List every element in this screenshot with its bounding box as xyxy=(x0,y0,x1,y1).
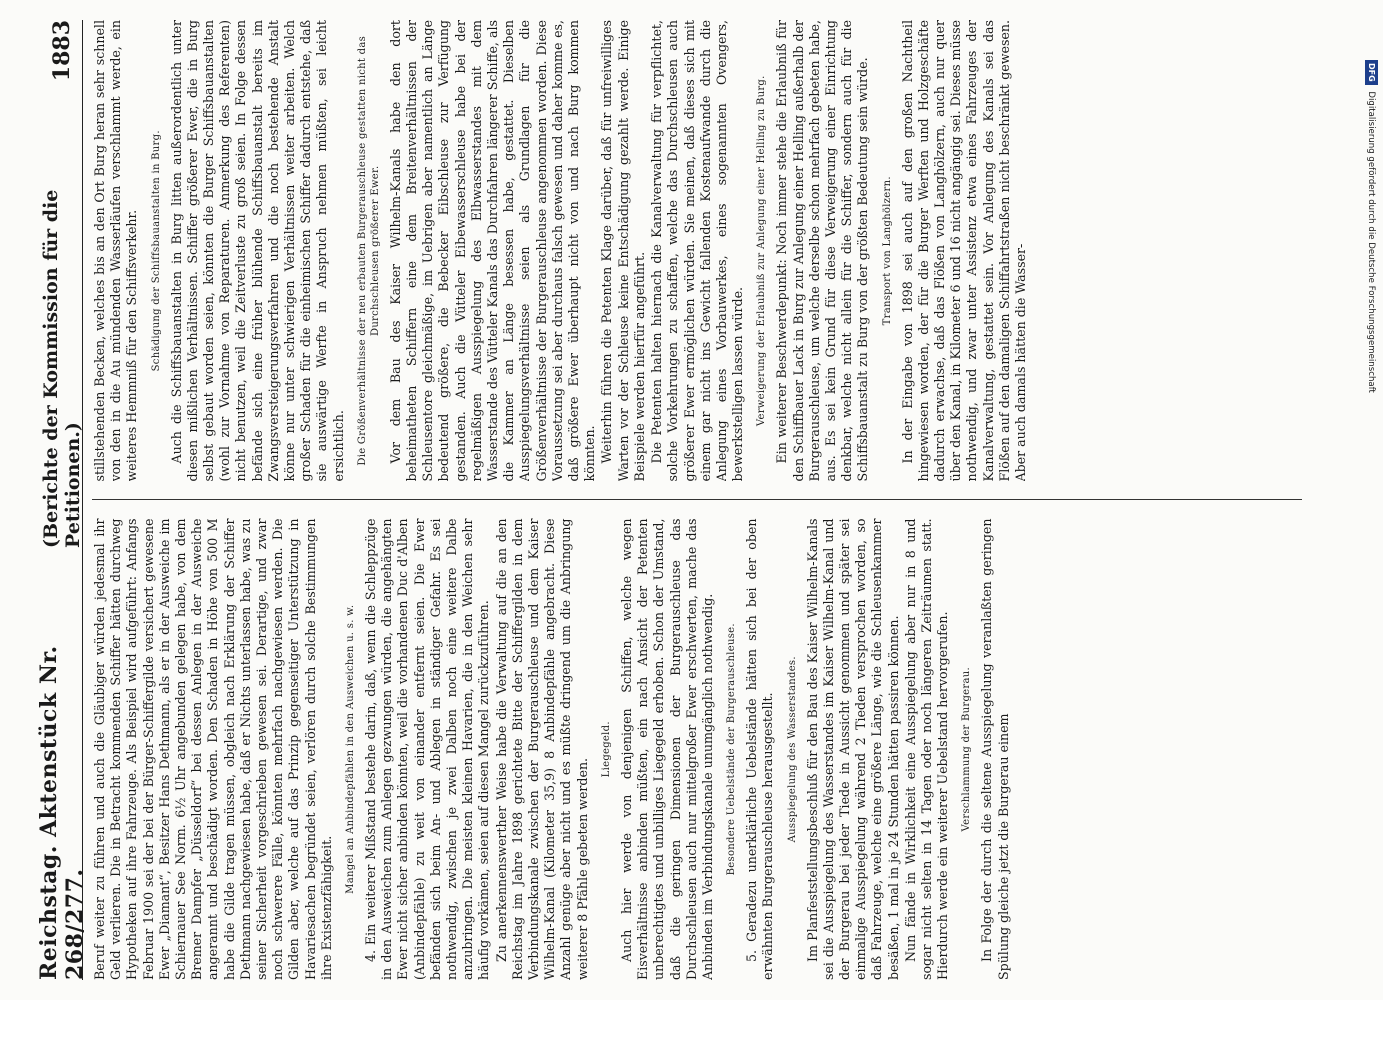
section-heading: Ausspiegelung des Wasserstandes. xyxy=(786,656,798,843)
dfg-logo: DFG xyxy=(1365,60,1378,85)
paragraph: Nun fände in Wirklichkeit eine Ausspiegelung aber nur in 8 und sogar nicht selten in 14 Tagen oder noch längeren Zeiträumen statt. Hierdurch werde ein weiterer Uebelstand hervorgerufen. xyxy=(902,518,951,980)
paragraph: Auch hier werde von denjenigen Schiffen, welche wegen Eisverhältnisse anbinden müßten, ein nach Ansicht der Petenten unberechtigtes und unbilliges Liegegeld erhoben. Schon der Umstand, daß die geringen Dimensionen der Burgerauschleuse das Durchschleusen auch nur mittelgroßer Ewer erschwerten, mache das Anbinden im Verbindungskanale unumgänglich nothwendig. xyxy=(618,518,715,980)
paragraph: Ein weiterer Beschwerdepunkt: Noch immer stehe die Erlaubniß für den Schiffbauer Lack in Burg zur Anlegung einer Helling außerhalb der Burgerauschleuse, um welche derselbe schon mehrfach gebeten habe, aus. Es sei kein Grund für diese Verweigerung einer Einrichtung denkbar, welche nicht allein für die Schiffer, sondern auch für die Schiffsbauanstalt zu Burg von der größten Bedeutung sein würde. xyxy=(774,20,871,482)
paragraph: Beruf weiter zu führen und auch die Gläubiger würden jedesmal ihr Geld verlieren. Die in Betracht kommenden Schiffer hätten durchweg Hypotheken auf ihre Fahrzeuge. Als Beispiel wird aufgeführt: Anfangs Februar 1900 sei der bei der Bürger-Schiffergilde versichert gewesene Ewer „Diamant“, Besitzer Hans Dethmann, als er in der Ausweiche im Schiernauer See Norm. 6½ Uhr angebunden gelegen habe, von dem Bremer Dampfer „Düsseldorf“ bei dessen Anlegen in der Ausweiche angerannt und beschädigt worden. Den Schaden in Höhe von 500 M habe die Gilde tragen müssen, obgleich nach Erklärung der Schiffer Dethmann nachgewiesen habe, daß er Nichts unterlassen habe, was zu seiner Sicherheit vorgeschrieben gewesen sei. Derartige, und zwar noch schwerere Fälle, könnten mehrfach nachgewiesen werden. Die Gilden aber, welche auf das Prinzip gegenseitiger Unterstützung in Havariesachen begründet seien, verlören durch solche Bestimmungen ihre Existenzfähigkeit. xyxy=(92,518,334,980)
page-number: 1883 xyxy=(49,20,75,82)
paragraph: In der Eingabe von 1898 sei auch auf den großen Nachtheil hingewiesen worden, der für die Burger Werften und Holzgeschäfte dadurch erwachse, daß das Flößen von Langhölzern, auch nur quer über den Kanal, in Kilometer 6 und 16 nicht angängig sei. Dieses müsse nothwendig, und zwar unter Assistenz etwa eines Fahrzeuges der Kanalverwaltung, gestattet sein. Vor Anlegung des Kanals sei das Flößen auf den damaligen Schiffahrtstraßen nicht beschränkt gewesen. Aber auch damals hätten die Wasser- xyxy=(899,20,1028,482)
column-divider xyxy=(92,500,1302,501)
section-heading: Die Größenverhältnisse der neu erbauten Burgerauschleuse gestatten nicht das Durchschleusen größerer Ewer. xyxy=(356,35,381,466)
text-columns xyxy=(92,20,1302,980)
paragraph: stillstehenden Becken, welches bis an den Ort Burg heran sehr schnell von den in die Au mündenden Wasserläufen verschlammt werde, ein weiteres Hemmniß für den Schiffsverkehr. xyxy=(92,20,140,482)
paragraph: Weiterhin führen die Petenten Klage darüber, daß für unfreiwilliges Warten vor der Schleuse keine Entschädigung gezahlt werde. Einige Beispiele werden hierfür angeführt. xyxy=(599,20,647,482)
rotated-page xyxy=(36,20,1312,980)
digitization-note xyxy=(1358,0,1383,1000)
paragraph: 5. Geradezu unerklärliche Uebelstände hätten sich bei der oben erwähnten Burgerauschleuse herausgestellt. xyxy=(744,518,776,980)
section-heading: Besondere Uebelstände der Burgerauschleuse. xyxy=(726,623,738,876)
section-heading: Liegegeld. xyxy=(600,721,612,778)
section-heading: Verweigerung der Erlaubniß zur Anlegung einer Helling zu Burg. xyxy=(756,75,768,427)
section-heading: Mangel an Anbindepfählen in den Ausweichen u. s. w. xyxy=(345,604,357,894)
paragraph: Auch die Schiffsbauanstalten in Burg litten außerordentlich unter diesen mißlichen Verhältnissen. Schiffer größerer Ewer, die in Burg selbst gebaut worden seien, könnten die Burger Schiffsbauanstalten (wohl zur Vornahme von Reparaturen. Anmerkung des Referenten) nicht benutzen, weil die Zeitverluste zu groß seien. In Folge dessen befände sich eine früher blühende Schiffsbauanstalt bereits im Zwangsversteigerungsverfahren und die noch bestehende Anstalt könne nur unter schwierigen Verhältnissen weiter arbeiten. Welch großer Schaden für die einheimischen Schiffer dadurch entstehe, daß sie auswärtige Werfte in Anspruch nehmen müßten, sei leicht ersichtlich. xyxy=(168,20,346,482)
section-heading: Transport von Langhölzern. xyxy=(881,176,893,326)
paragraph: Vor dem Bau des Kaiser Wilhelm-Kanals habe den dort beheimatheten Schiffern eine dem Breitenverhältnissen der Schleusentore gleichmäßige, im Uebrigen aber namentlich an Länge bedeutend größere, die Bebecker Eibschleuse zur Verfügung gestanden. Auch die Vütteler Eibewasserschleuse habe bei der regelmäßigen Ausspiegelung des Elbwasserstandes mit dem Wasserstande des Vütteler Kanals das Durchfahren längerer Schiffe, als die Kammer an Länge besessen habe, gestattet. Dieselben Ausspiegelungsverhältnisse seien als Grundlagen für die Größenverhältnisse der Burgerauschleuse angenommen worden. Diese Voraussetzung sei aber durchaus falsch gewesen und daher komme es, daß größere Ewer überhaupt nicht von und nach Burg kommen könnten. xyxy=(387,20,598,482)
paragraph: Im Planfeststellungsbeschluß für den Bau des Kaiser Wilhelm-Kanals sei die Ausspiegelung des Wasserstandes im Kaiser Wilhelm-Kanal und der Burgerau bei jeder Tiede in Aussicht genommen und später sei einmalige Ausspiegelung während 2 Tieden versprochen worden, so daß Fahrzeuge, welche eine größere Länge, wie die Schleusenkammer besäßen, 1 mal in je 24 Stunden hätten passiren können. xyxy=(804,518,901,980)
header-center: (Berichte der Kommission für die Petitionen.) xyxy=(40,189,84,548)
digitization-text: Digitalisierung gefördert durch die Deutsche Forschungsgemeinschaft xyxy=(1366,91,1376,393)
section-heading: Verschlammung der Burgerau. xyxy=(961,667,973,832)
section-heading: Schädigung der Schiffsbauanstalten in Burg. xyxy=(150,130,162,372)
paragraph: Die Petenten halten hiernach die Kanalverwaltung für verpflichtet, solche Vorkehrungen zu schaffen, welche das Durchschleusen auch größerer Ewer ermöglichen würden. Sie meinen, daß dieses sich mit einem gar nicht ins Gewicht fallenden Kostenaufwande durch die Anlegung eines Vorbauwerkes, eines sogenannten Ovengers, bewerkstelligen lassen würde. xyxy=(649,20,746,482)
column-right xyxy=(92,20,1302,482)
paragraph: Zu anerkennenswerther Weise habe die Verwaltung auf die an den Reichstag im Jahre 1898 gerichtete Bitte der Schiffergilden in dem Verbindungskanale zwischen der Burgerauschleuse und dem Kaiser Wilhelm-Kanal (Kilometer 35,9) 8 Anbindepfähle angebracht. Diese Anzahl genüge aber nicht und es müßte dringend um die Anbringung weiterer 8 Pfähle gebeten werden. xyxy=(493,518,590,980)
header-left: Reichstag. Aktenstück Nr. 268/277. xyxy=(36,645,88,980)
paragraph: 4. Ein weiterer Mißstand bestehe darin, daß, wenn die Schleppzüge in den Ausweichen zum Anlegen gezwungen würden, die angehängten Ewer nicht sicher anbinden könnten, weil die vorhandenen Duc d'Alben (Anbindepfähle) zu weit von einander entfernt seien. Die Ewer befänden sich beim An- und Ablegen in ständiger Gefahr. Es sei nothwendig, zwischen je zwei Dalben noch eine weitere Dalbe anzubringen. Die meisten kleinen Havarien, die in den Weichen sehr häufig vorkämen, seien auf diesen Mangel zurückzuführen. xyxy=(363,518,492,980)
paragraph: In Folge der durch die seltene Ausspiegelung veranlaßten geringen Spülung gleiche jetzt die Burgerau einem xyxy=(979,518,1011,980)
page-header xyxy=(36,20,88,980)
column-left xyxy=(92,519,1302,981)
